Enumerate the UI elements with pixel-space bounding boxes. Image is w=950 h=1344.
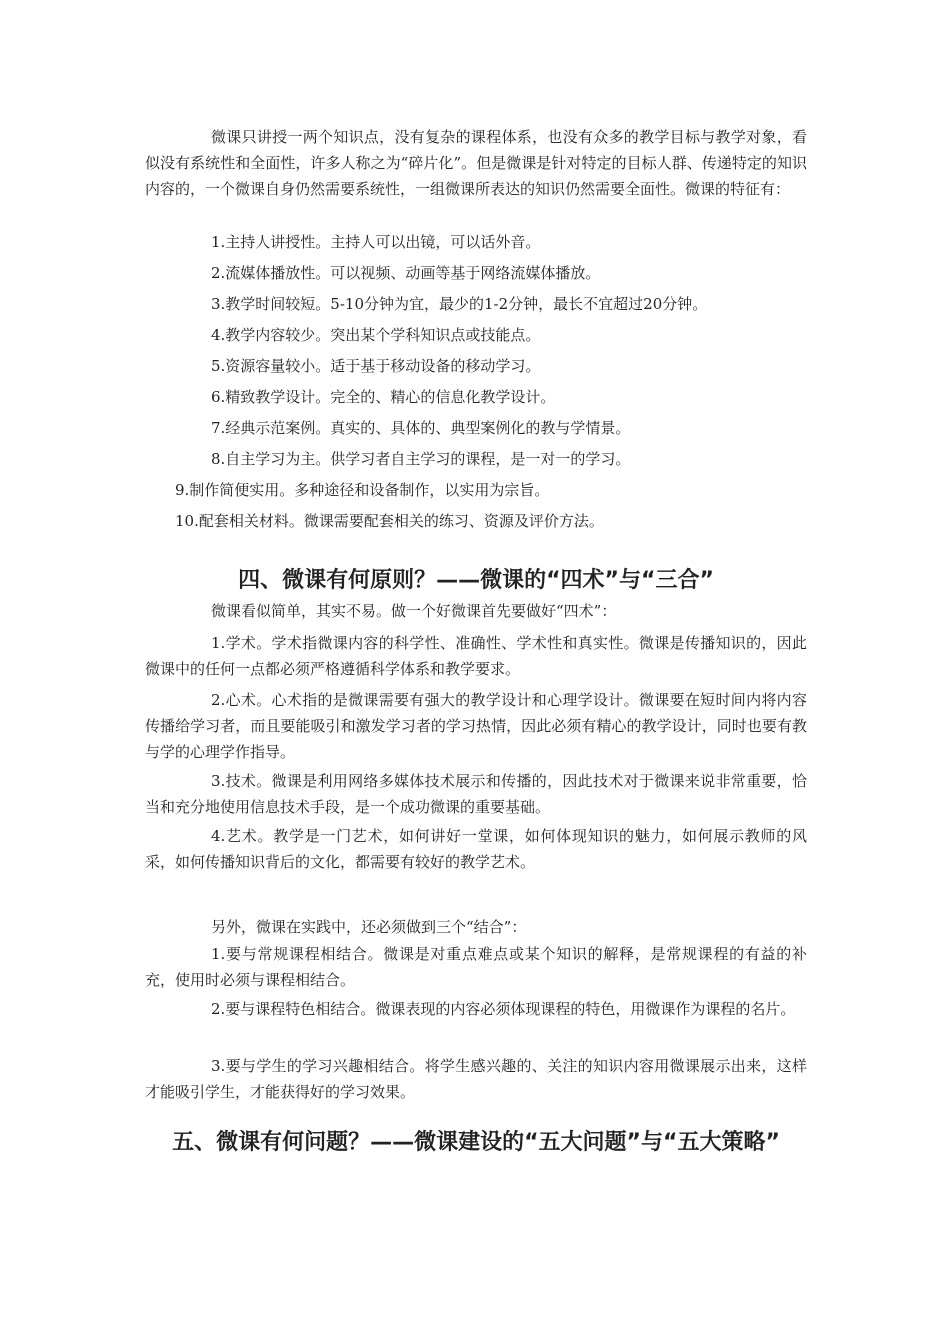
feature-item-4: 4.教学内容较少。突出某个学科知识点或技能点。 — [211, 326, 541, 344]
feature-item-10: 10.配套相关材料。微课需要配套相关的练习、资源及评价方法。 — [175, 512, 604, 530]
section-4-heading: 四、微课有何原则？——微课的“四术”与“三合” — [238, 568, 714, 593]
combine-intro: 另外，微课在实践中，还必须做到三个“结合”： — [211, 918, 527, 936]
combine-item-2: 2.要与课程特色相结合。微课表现的内容必须体现课程的特色，用微课作为课程的名片。 — [211, 1000, 796, 1018]
feature-item-5: 5.资源容量较小。适于基于移动设备的移动学习。 — [211, 357, 541, 375]
art-item-4: 4.艺术。教学是一门艺术，如何讲好一堂课，如何体现知识的魅力，如何展示教师的风采，如何传播知识背后的文化，都需要有较好的教学艺术。 — [145, 827, 807, 871]
feature-item-6: 6.精致教学设计。完全的、精心的信息化教学设计。 — [211, 388, 556, 406]
feature-item-7: 7.经典示范案例。真实的、具体的、典型案例化的教与学情景。 — [211, 419, 631, 437]
feature-item-2: 2.流媒体播放性。可以视频、动画等基于网络流媒体播放。 — [211, 264, 601, 282]
section-5-heading: 五、微课有何问题？——微课建设的“五大问题”与“五大策略” — [172, 1130, 780, 1155]
feature-item-8: 8.自主学习为主。供学习者自主学习的课程，是一对一的学习。 — [211, 450, 631, 468]
section-4-intro: 微课看似简单，其实不易。做一个好微课首先要做好“四术”： — [211, 602, 617, 620]
art-item-1: 1.学术。学术指微课内容的科学性、准确性、学术性和真实性。微课是传播知识的，因此微课中的任何一点都必须严格遵循科学体系和教学要求。 — [145, 634, 807, 678]
art-item-2: 2.心术。心术指的是微课需要有强大的教学设计和心理学设计。微课要在短时间内将内容传播给学习者，而且要能吸引和激发学习者的学习热情，因此必须有精心的教学设计，同时也要有教与学的心理学作指导。 — [145, 691, 807, 761]
combine-item-1: 1.要与常规课程相结合。微课是对重点难点或某个知识的解释，是常规课程的有益的补充，使用时必须与课程相结合。 — [145, 945, 807, 989]
combine-item-3: 3.要与学生的学习兴趣相结合。将学生感兴趣的、关注的知识内容用微课展示出来，这样才能吸引学生，才能获得好的学习效果。 — [145, 1057, 807, 1101]
art-item-3: 3.技术。微课是利用网络多媒体技术展示和传播的，因此技术对于微课来说非常重要，恰当和充分地使用信息技术手段，是一个成功微课的重要基础。 — [145, 772, 807, 816]
feature-item-3: 3.教学时间较短。5-10分钟为宜，最少的1-2分钟，最长不宜超过20分钟。 — [211, 295, 708, 313]
intro-paragraph: 微课只讲授一两个知识点，没有复杂的课程体系，也没有众多的教学目标与教学对象，看似没有系统性和全面性，许多人称之为“碎片化”。但是微课是针对特定的目标人群、传递特定的知识内容的，一个微课自身仍然需要系统性，一组微课所表达的知识仍然需要全面性。微课的特征有： — [145, 128, 807, 198]
feature-item-9: 9.制作简便实用。多种途径和设备制作，以实用为宗旨。 — [175, 481, 550, 499]
feature-item-1: 1.主持人讲授性。主持人可以出镜，可以话外音。 — [211, 233, 541, 251]
